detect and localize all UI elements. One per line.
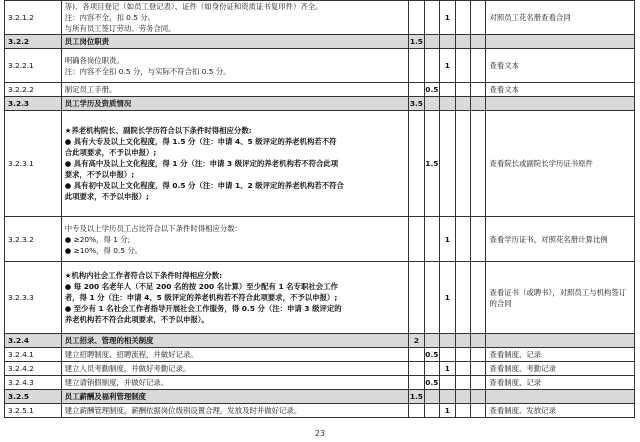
content-line: ● 具有高中及以上文化程度，得 1 分（注：申请 3 级评定的养老机构若不符合此项 [64, 159, 339, 168]
blank-cell [455, 97, 470, 111]
content-line: 制定员工手册。 [64, 85, 117, 94]
blank-cell [455, 334, 470, 348]
check-method: 对照员工花名册查看合同 [486, 1, 635, 35]
item-content: 员工学历及资质情况 [61, 97, 408, 111]
score-cell [440, 83, 455, 97]
score-cell: 1 [440, 1, 455, 35]
section-row [5, 334, 635, 348]
content-line: ● ≥20%，得 1 分; [64, 234, 131, 244]
item-content: 员工招录、管理的相关制度 [61, 334, 408, 348]
blank-cell [470, 217, 485, 262]
check-method: 查看文本 [486, 49, 635, 83]
item-code: 3.2.1.2 [5, 1, 62, 35]
item-code: 3.2.4.2 [5, 362, 62, 376]
item-row [5, 404, 635, 418]
item-row [5, 217, 635, 262]
score-cell: 1 [440, 404, 455, 418]
score-cell [409, 348, 424, 362]
item-code: 3.2.3.1 [5, 111, 62, 217]
score-cell: 1.5 [409, 35, 424, 49]
item-row [5, 348, 635, 362]
section-row [5, 97, 635, 111]
item-code: 3.2.3 [5, 97, 62, 111]
score-cell [409, 376, 424, 390]
score-cell [424, 390, 439, 404]
score-cell: 1.5 [409, 390, 424, 404]
score-cell [409, 111, 424, 217]
check-method: 查看制度、发放记录 [486, 404, 635, 418]
score-cell [409, 362, 424, 376]
score-cell: 2 [409, 334, 424, 348]
score-cell [424, 1, 439, 35]
table-body [5, 1, 635, 418]
item-content [61, 49, 408, 83]
blank-cell [455, 262, 470, 334]
item-content [61, 362, 408, 376]
check-method: 查看文本 [486, 83, 635, 97]
score-cell [424, 97, 439, 111]
item-content [61, 83, 408, 97]
blank-cell [470, 334, 485, 348]
content-line: 建立招聘制度、招聘流程，并做好记录。 [64, 350, 198, 359]
score-cell [409, 49, 424, 83]
content-line: 建立人员考勤制度，并做好考勤记录。 [64, 364, 191, 373]
item-code: 3.2.4.1 [5, 348, 62, 362]
item-code: 3.2.3.3 [5, 262, 62, 334]
item-row [5, 1, 635, 35]
score-cell: 3.5 [409, 97, 424, 111]
item-content [61, 262, 408, 334]
content-line: 建立薪酬管理制度，薪酬依据岗位级别设置合理，发放及时并做好记录。 [64, 406, 302, 415]
score-cell: 1 [440, 49, 455, 83]
item-code: 3.2.3.2 [5, 217, 62, 262]
evaluation-table [4, 0, 635, 418]
score-cell: 0.5 [424, 376, 439, 390]
item-content [61, 111, 408, 217]
page-number: 23 [314, 429, 326, 438]
blank-cell [470, 1, 485, 35]
blank-cell [455, 83, 470, 97]
score-cell [440, 348, 455, 362]
blank-cell [455, 348, 470, 362]
score-cell [409, 1, 424, 35]
blank-cell [455, 217, 470, 262]
check-method: 查看制度、记录 [486, 348, 635, 362]
blank-cell [470, 35, 485, 49]
blank-cell [470, 348, 485, 362]
score-cell [409, 83, 424, 97]
content-line: ● 具有初中及以上文化程度，得 0.5 分（注：申请 1、2 级评定的养老机构若不符合 [64, 181, 344, 190]
content-line: ★养老机构院长、副院长学历符合以下条件时得相应分数: [64, 126, 252, 135]
score-cell: 1 [440, 217, 455, 262]
content-line: ★机构内社会工作者符合以下条件时得相应分数: [64, 271, 223, 280]
check-method: 查看制度、考勤记录 [486, 362, 635, 376]
content-line: ● ≥10%，得 0.5 分。 [64, 245, 143, 255]
check-method: 查看证书（或聘书），对照员工与机构签订的合同 [486, 262, 635, 334]
score-cell: 1.5 [424, 111, 439, 217]
item-content: 员工薪酬及福利管理制度 [61, 390, 408, 404]
score-cell [424, 362, 439, 376]
score-cell: 0.5 [424, 348, 439, 362]
check-method [486, 390, 635, 404]
blank-cell [470, 49, 485, 83]
blank-cell [455, 404, 470, 418]
blank-cell [455, 1, 470, 35]
item-code: 3.2.4 [5, 334, 62, 348]
score-cell [440, 390, 455, 404]
item-code: 3.2.2 [5, 35, 62, 49]
content-line: 此项要求，不予以申报）; [64, 192, 149, 201]
blank-cell [455, 390, 470, 404]
content-line: 要求，不予以申报）; [64, 170, 135, 179]
content-line: 明确各岗位职责。 [64, 55, 124, 65]
item-row [5, 83, 635, 97]
score-cell [440, 97, 455, 111]
score-cell: 1 [440, 362, 455, 376]
item-row [5, 49, 635, 83]
score-cell [409, 217, 424, 262]
item-content [61, 348, 408, 362]
content-line: ● 具有大专及以上文化程度，得 1.5 分（注：申请 4、5 级评定的养老机构若不符 [64, 137, 337, 146]
blank-cell [470, 83, 485, 97]
blank-cell [455, 111, 470, 217]
blank-cell [470, 362, 485, 376]
score-cell [440, 334, 455, 348]
score-cell [424, 262, 439, 334]
item-content [61, 1, 408, 35]
item-code: 3.2.2.1 [5, 49, 62, 83]
score-cell [409, 262, 424, 334]
score-cell [424, 49, 439, 83]
check-method: 查看院长或副院长学历证书原件 [486, 111, 635, 217]
blank-cell [455, 49, 470, 83]
content-line: 注：内容不全扣 0.5 分，与实际不符合扣 0.5 分。 [64, 66, 231, 76]
score-cell [424, 404, 439, 418]
item-content [61, 376, 408, 390]
content-line: ● 至少有 1 名社会工作者指导开展社会工作服务，得 0.5 分（注：申请 3 级评定的 [64, 304, 342, 313]
item-row [5, 376, 635, 390]
check-method [486, 334, 635, 348]
item-row [5, 111, 635, 217]
item-code: 3.2.2.2 [5, 83, 62, 97]
item-row [5, 362, 635, 376]
content-line: 等)、各项目登记（如员工登记表）、证件（如身份证和资质证书复印件）齐全。 [64, 2, 323, 11]
check-method [486, 35, 635, 49]
content-line: 建立请销假制度，并做好记录。 [64, 378, 169, 387]
item-code: 3.2.5.1 [5, 404, 62, 418]
item-content: 员工岗位职责 [61, 35, 408, 49]
blank-cell [470, 97, 485, 111]
content-line: 中专及以上学历员工占比符合以下条件时得相应分数: [64, 223, 238, 233]
content-line: 合此项要求，不予以申报）; [64, 148, 157, 157]
blank-cell [470, 404, 485, 418]
content-line: 者，得 1 分（注：申请 4、5 级评定的养老机构若不符合此项要求，不予以申报）; [64, 293, 338, 302]
check-method: 查看制度、记录 [486, 376, 635, 390]
content-line: 养老机构若不符合此项要求，不予以申报）。 [64, 315, 209, 324]
content-line: 与所有员工签订劳动、劳务合同。 [64, 24, 176, 33]
item-code: 3.2.4.3 [5, 376, 62, 390]
blank-cell [470, 262, 485, 334]
score-cell [424, 217, 439, 262]
score-cell [440, 35, 455, 49]
score-cell [440, 111, 455, 217]
item-code: 3.2.5 [5, 390, 62, 404]
blank-cell [470, 376, 485, 390]
check-method: 查看学历证书，对照花名册计算比例 [486, 217, 635, 262]
blank-cell [470, 111, 485, 217]
score-cell [440, 376, 455, 390]
score-cell [424, 35, 439, 49]
score-cell [424, 334, 439, 348]
check-method [486, 97, 635, 111]
item-row [5, 262, 635, 334]
score-cell: 0.5 [424, 83, 439, 97]
blank-cell [455, 35, 470, 49]
blank-cell [455, 362, 470, 376]
content-line: 注：内容不全，扣 0.5 分。 [64, 13, 156, 22]
section-row [5, 35, 635, 49]
score-cell: 1 [440, 262, 455, 334]
section-row [5, 390, 635, 404]
blank-cell [470, 390, 485, 404]
score-cell [409, 404, 424, 418]
item-content [61, 217, 408, 262]
item-content [61, 404, 408, 418]
blank-cell [455, 376, 470, 390]
content-line: ● 每 200 名老年人（不足 200 名的按 200 名计算）至少配有 1 名专职社会工作 [64, 282, 338, 291]
